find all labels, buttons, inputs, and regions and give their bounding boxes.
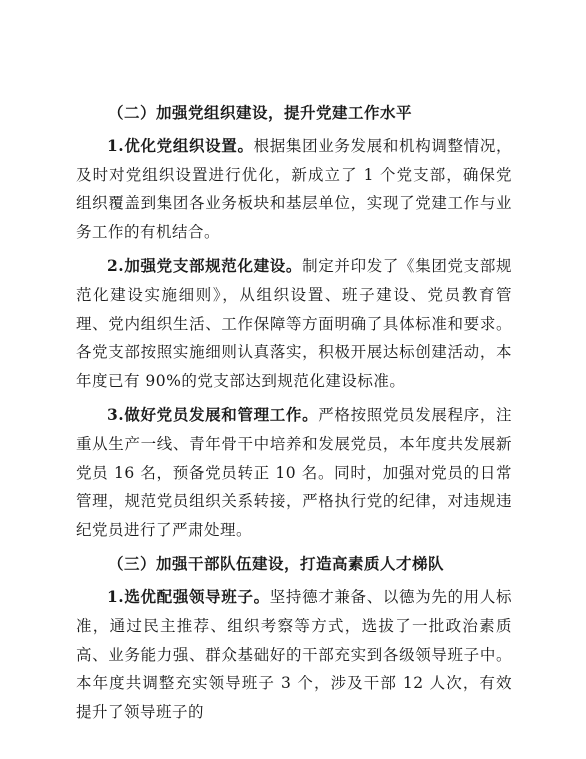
section-heading-3: （三）加强干部队伍建设，打造高素质人才梯队 [108,554,445,574]
paragraph-lead: 3.做好党员发展和管理工作。 [107,405,319,425]
paragraph-lead: 2.加强党支部规范化建设。 [107,256,303,276]
paragraph-body: 制定并印发了《集团党支部规范化建设实施细则》，从组织设置、班子建设、党员教育管理、党内组织生活、工作保障等方面明确了具体标准和要求。各党支部按照实施细则认真落实，积极开展达标创建活动，本年度已有 90%的党支部达到规范化建设标准。 [76,257,512,390]
paragraph-body: 根据集团业务发展和机构调整情况，及时对党组织设置进行优化，新成立了 1 个党支部，确保党组织覆盖到集团各业务板块和基层单位，实现了党建工作与业务工作的有机结合。 [76,137,512,241]
paragraph-body: 严格按照党员发展程序，注重从生产一线、青年骨干中培养和发展党员，本年度共发展新党员 16 名，预备党员转正 10 名。同时，加强对党员的日常管理，规范党员组织关系转接，严格执行党的纪律，对违规违纪党员进行了严肃处理。 [76,406,512,539]
paragraph-lead: 1.选优配强领导班子。 [107,587,270,607]
paragraph-optimize-party-organization [76,132,512,246]
paragraph-branch-standardization [76,252,512,395]
paragraph-lead: 1.优化党组织设置。 [107,136,254,155]
paragraph-member-development [76,401,512,544]
paragraph-leadership-team [76,583,512,726]
paragraph-body: 坚持德才兼备、以德为先的用人标准，通过民主推荐、组织考察等方式，选拔了一批政治素质高、业务能力强、群众基础好的干部充实到各级领导班子中。本年度共调整充实领导班子 3 个，涉及干部 12 人次，有效提升了领导班子的 [76,588,512,721]
section-heading-2: （二）加强党组织建设，提升党建工作水平 [108,103,413,122]
document-body [76,99,512,732]
